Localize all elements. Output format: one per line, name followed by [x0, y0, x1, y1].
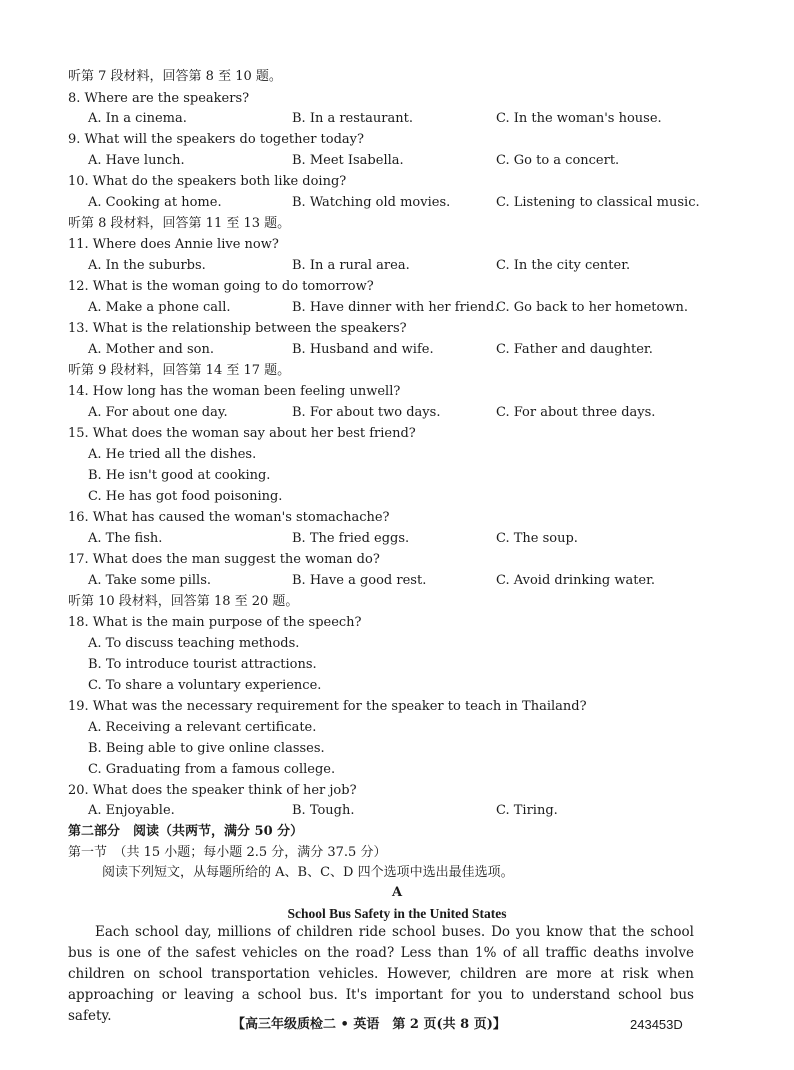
option-c: C. For about three days.	[496, 405, 656, 420]
option-c: C. Tiring.	[496, 803, 558, 818]
option-b: B. Watching old movies.	[292, 195, 451, 210]
option-c: C. Father and daughter.	[496, 342, 653, 357]
option-a: A. Mother and son.	[88, 342, 215, 357]
option-a: A. In a cinema.	[88, 111, 187, 126]
option-a: A. Take some pills.	[88, 573, 212, 588]
option-b: B. Husband and wife.	[292, 342, 434, 357]
option-a: A. For about one day.	[88, 405, 228, 420]
option-c: C. In the woman's house.	[496, 111, 662, 126]
section-header-7: 听第 7 段材料，回答第 8 至 10 题。	[68, 69, 282, 84]
option-b: B. In a restaurant.	[292, 111, 413, 126]
part2-instruction: 阅读下列短文，从每题所给的 A、B、C、D 四个选项中选出最佳选项。	[102, 865, 514, 880]
options-9	[0, 150, 794, 171]
footer-code: 243453D	[630, 1017, 683, 1032]
option-18-b: B. To introduce tourist attractions.	[88, 657, 317, 672]
option-19-b: B. Being able to give online classes.	[88, 741, 325, 756]
option-b: B. Have a good rest.	[292, 573, 427, 588]
option-a: A. Have lunch.	[88, 153, 185, 168]
section-header-9: 听第 9 段材料，回答第 14 至 17 题。	[68, 363, 291, 378]
option-a: A. The fish.	[88, 531, 163, 546]
options-16	[0, 528, 794, 549]
option-c: C. Go back to her hometown.	[496, 300, 688, 315]
section-header-8: 听第 8 段材料，回答第 11 至 13 题。	[68, 216, 291, 231]
section-header-10: 听第 10 段材料，回答第 18 至 20 题。	[68, 594, 299, 609]
question-14: 14. How long has the woman been feeling unwell?	[68, 384, 401, 399]
option-19-c: C. Graduating from a famous college.	[88, 762, 336, 777]
option-15-b: B. He isn't good at cooking.	[88, 468, 271, 483]
option-b: B. For about two days.	[292, 405, 441, 420]
question-11: 11. Where does Annie live now?	[68, 237, 279, 252]
question-12: 12. What is the woman going to do tomorrow?	[68, 279, 374, 294]
option-15-c: C. He has got food poisoning.	[88, 489, 283, 504]
option-b: B. The fried eggs.	[292, 531, 410, 546]
option-19-a: A. Receiving a relevant certificate.	[88, 720, 317, 735]
option-15-a: A. He tried all the dishes.	[88, 447, 257, 462]
options-14	[0, 402, 794, 423]
option-c: C. The soup.	[496, 531, 578, 546]
options-12	[0, 297, 794, 318]
option-c: C. Avoid drinking water.	[496, 573, 656, 588]
option-a: A. Make a phone call.	[88, 300, 231, 315]
options-10	[0, 192, 794, 213]
option-b: B. Have dinner with her friend.	[292, 300, 499, 315]
question-17: 17. What does the man suggest the woman do?	[68, 552, 380, 567]
options-11	[0, 255, 794, 276]
option-b: B. In a rural area.	[292, 258, 410, 273]
question-10: 10. What do the speakers both like doing?	[68, 174, 347, 189]
options-20	[0, 800, 794, 821]
question-18: 18. What is the main purpose of the speech?	[68, 615, 362, 630]
passage-paragraph: Each school day, millions of children ride school buses. Do you know that the school bus is one of the safest vehicles on the road? Less than 1% of all traffic deaths involve children on school transportation vehicles. However, children are more at risk when approaching or leaving a school bus. It's important for you to understand school bus safety.	[68, 924, 694, 1024]
passage-title: School Bus Safety in the United States	[287, 906, 507, 921]
option-b: B. Meet Isabella.	[292, 153, 404, 168]
part2-heading: 第二部分 阅读（共两节，满分 50 分）	[68, 824, 304, 839]
options-17	[0, 570, 794, 591]
page-footer	[0, 1014, 794, 1036]
question-20: 20. What does the speaker think of her job?	[68, 783, 357, 798]
footer-text: 【高三年级质检二 • 英语 第 2 页(共 8 页)】	[232, 1017, 506, 1032]
part2-section1: 第一节 （共 15 小题；每小题 2.5 分，满分 37.5 分）	[68, 845, 387, 860]
question-19: 19. What was the necessary requirement for the speaker to teach in Thailand?	[68, 699, 587, 714]
option-b: B. Tough.	[292, 803, 355, 818]
options-8	[0, 108, 794, 129]
option-c: C. Listening to classical music.	[496, 195, 700, 210]
options-13	[0, 339, 794, 360]
option-18-a: A. To discuss teaching methods.	[88, 636, 300, 651]
question-15: 15. What does the woman say about her best friend?	[68, 426, 416, 441]
option-a: A. Enjoyable.	[88, 803, 175, 818]
question-13: 13. What is the relationship between the speakers?	[68, 321, 407, 336]
option-c: C. Go to a concert.	[496, 153, 620, 168]
option-c: C. In the city center.	[496, 258, 631, 273]
option-18-c: C. To share a voluntary experience.	[88, 678, 322, 693]
option-a: A. In the suburbs.	[88, 258, 206, 273]
question-8: 8. Where are the speakers?	[68, 91, 250, 106]
question-16: 16. What has caused the woman's stomachache?	[68, 510, 390, 525]
option-a: A. Cooking at home.	[88, 195, 222, 210]
question-9: 9. What will the speakers do together today?	[68, 132, 364, 147]
passage-letter: A	[391, 885, 403, 900]
